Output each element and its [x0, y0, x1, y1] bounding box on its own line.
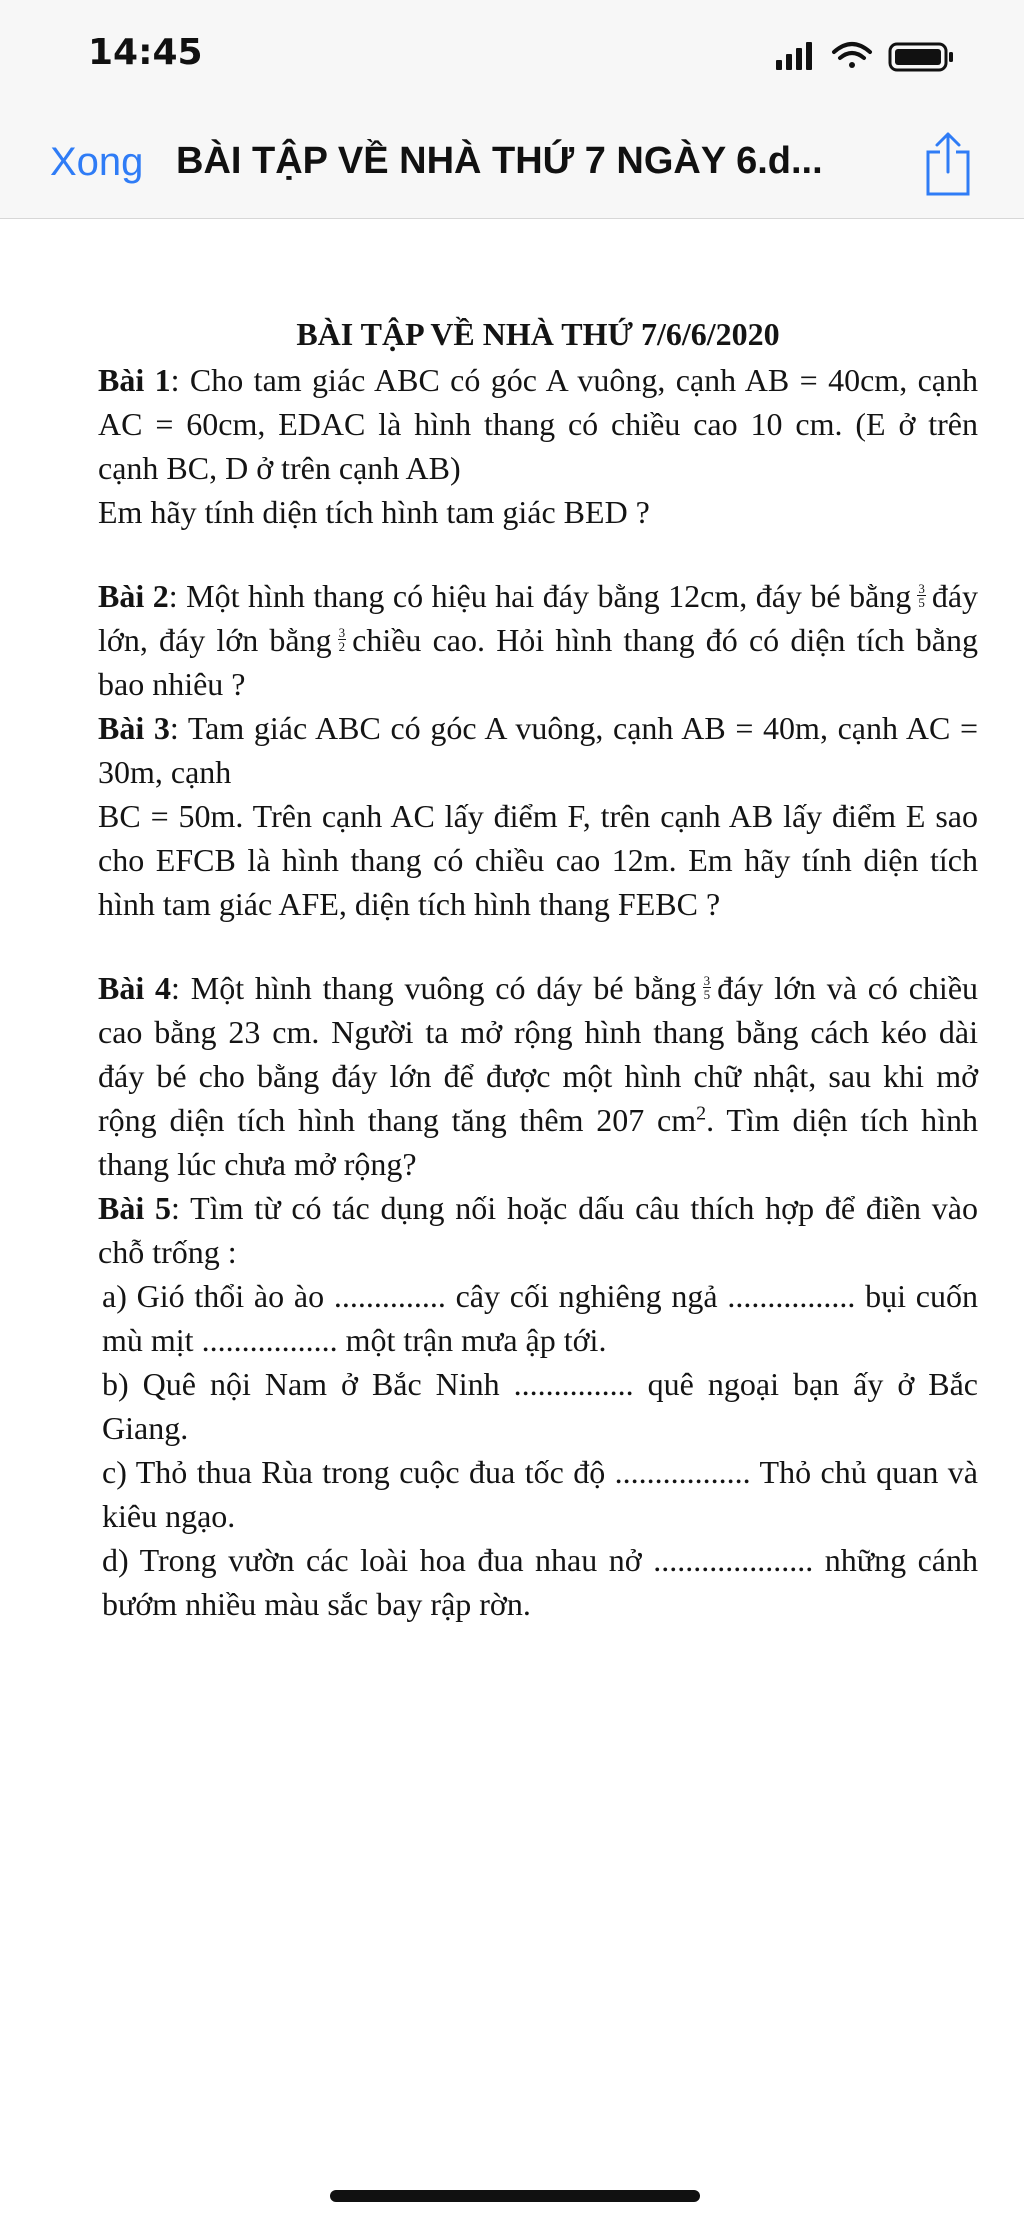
exercise-4: Bài 4: Một hình thang vuông có dáy bé bằng $\frac{3}{5}$ đáy lớn và có chiều cao bằng 23 cm. Người ta mở rộng hình thang bằng cách kéo dài đáy bé cho bằng đáy lớn để được một hình chữ nhật, sau khi mở rộng diện tích hình thang tăng thêm 207 $cm^2$. Tìm diện tích hình thang lúc chưa mở rộng? [98, 970, 979, 1182]
nav-bar [0, 110, 1024, 219]
exercise-label: Bài 4 [98, 970, 172, 1006]
exercise-5-item-d: d) Trong vườn các loài hoa đua nhau nở .................... những cánh bướm nhiều màu sắc bay rập rờn. [102, 1542, 978, 1622]
status-bar [0, 0, 1024, 110]
exercise-1-question: Em hãy tính diện tích hình tam giác BED ? [98, 494, 650, 530]
exercise-label: Bài 3 [98, 710, 170, 746]
fraction: $\frac{3}{2}$ [338, 625, 346, 655]
document-heading: BÀI TẬP VỀ NHÀ THỨ 7/6/6/2020 [296, 316, 780, 352]
document-title: BÀI TẬP VỀ NHÀ THỨ 7 NGÀY 6.d... [176, 140, 823, 182]
home-indicator[interactable] [330, 2190, 700, 2202]
exercise-1: Bài 1: Cho tam giác ABC có góc A vuông, cạnh AB = 40cm, cạnh AC = 60cm, EDAC là hình thang có chiều cao 10 cm. (E ở trên cạnh BC, D ở trên cạnh AB) [98, 362, 979, 486]
fraction: $\frac{3}{5}$ [918, 581, 925, 611]
exercise-3: Bài 3: Tam giác ABC có góc A vuông, cạnh AB = 40m, cạnh AC = 30m, cạnh [98, 710, 979, 790]
battery-icon [890, 44, 953, 70]
exercise-label: Bài 2 [98, 578, 169, 614]
document-page [98, 312, 978, 1626]
exercise-5-item-b: b) Quê nội Nam ở Bắc Ninh ............... quê ngoại bạn ấy ở Bắc Giang. [102, 1366, 978, 1446]
exercise-label: Bài 1 [98, 362, 171, 398]
status-icons [772, 38, 972, 74]
exercise-3-continued: BC = 50m. Trên cạnh AC lấy điểm F, trên cạnh AB lấy điểm E sao cho EFCB là hình thang có chiều cao 12m. Em hãy tính diện tích hình tam giác AFE, diện tích hình thang FEBC ? [98, 798, 978, 922]
status-time: 14:45 [88, 32, 203, 73]
exercise-5: Bài 5: Tìm từ có tác dụng nối hoặc dấu câu thích hợp để điền vào chỗ trống : [98, 1190, 979, 1270]
exercise-5-item-a: a) Gió thổi ào ào .............. cây cối nghiêng ngả ................ bụi cuốn mù mịt ................. một trận mưa ập tới. [102, 1278, 978, 1358]
share-icon[interactable] [920, 128, 976, 200]
wifi-icon [834, 44, 870, 68]
exercise-2: Bài 2: Một hình thang có hiệu hai đáy bằng 12cm, đáy bé bằng $\frac{3}{5}$ đáy lớn, đáy lớn bằng $\frac{3}{2}$ chiều cao. Hỏi hình thang đó có diện tích bằng bao nhiêu ? [98, 578, 979, 702]
fraction: $\frac{3}{5}$ [703, 973, 711, 1003]
done-button[interactable]: Xong [50, 140, 144, 184]
signal-bars-icon [776, 42, 812, 70]
exercise-label: Bài 5 [98, 1190, 172, 1226]
exercise-5-item-c: c) Thỏ thua Rùa trong cuộc đua tốc độ ................. Thỏ chủ quan và kiêu ngạo. [102, 1454, 978, 1534]
